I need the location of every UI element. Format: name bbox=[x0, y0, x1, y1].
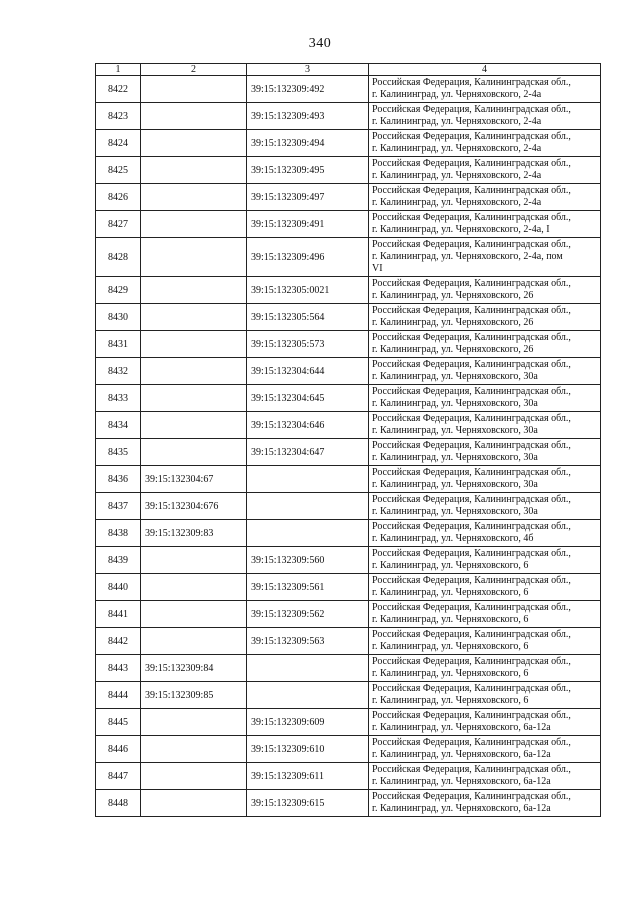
table-row bbox=[96, 520, 601, 547]
row-number: 8433 bbox=[96, 385, 141, 412]
address-line: г. Калининград, ул. Черняховского, 30а bbox=[372, 452, 538, 463]
cadastral-number-col3 bbox=[247, 493, 369, 520]
cadastral-number-col3: 39:15:132304:646 bbox=[247, 412, 369, 439]
address-line: Российская Федерация, Калининградская обл., bbox=[372, 521, 571, 532]
address-line: Российская Федерация, Калининградская обл., bbox=[372, 791, 571, 802]
row-number: 8448 bbox=[96, 790, 141, 817]
cadastral-number-col2 bbox=[141, 547, 247, 574]
address-cell bbox=[369, 385, 601, 412]
table-row bbox=[96, 76, 601, 103]
address-line: г. Калининград, ул. Черняховского, 6 bbox=[372, 560, 529, 571]
cadastral-number-col3: 39:15:132304:645 bbox=[247, 385, 369, 412]
address-line: г. Калининград, ул. Черняховского, 6 bbox=[372, 668, 529, 679]
address-cell bbox=[369, 466, 601, 493]
cadastral-number-col2 bbox=[141, 76, 247, 103]
table-row bbox=[96, 790, 601, 817]
cadastral-number-col3: 39:15:132309:609 bbox=[247, 709, 369, 736]
table-row bbox=[96, 574, 601, 601]
address-line: Российская Федерация, Калининградская обл., bbox=[372, 494, 571, 505]
cadastral-number-col3 bbox=[247, 466, 369, 493]
row-number: 8422 bbox=[96, 76, 141, 103]
cadastral-number-col2: 39:15:132304:676 bbox=[141, 493, 247, 520]
address-line: г. Калининград, ул. Черняховского, 6 bbox=[372, 641, 529, 652]
cadastral-number-col3: 39:15:132304:647 bbox=[247, 439, 369, 466]
address-line: Российская Федерация, Калининградская обл., bbox=[372, 359, 571, 370]
row-number: 8432 bbox=[96, 358, 141, 385]
cadastral-number-col3: 39:15:132305:564 bbox=[247, 304, 369, 331]
table-row bbox=[96, 655, 601, 682]
cadastral-number-col2 bbox=[141, 574, 247, 601]
row-number: 8426 bbox=[96, 184, 141, 211]
address-line: Российская Федерация, Калининградская обл., bbox=[372, 104, 571, 115]
row-number: 8430 bbox=[96, 304, 141, 331]
cadastral-number-col3: 39:15:132309:610 bbox=[247, 736, 369, 763]
row-number: 8425 bbox=[96, 157, 141, 184]
cadastral-number-col2 bbox=[141, 709, 247, 736]
table-row bbox=[96, 763, 601, 790]
address-line: г. Калининград, ул. Черняховского, 6 bbox=[372, 695, 529, 706]
address-line: г. Калининград, ул. Черняховского, 2-4а, I bbox=[372, 224, 550, 235]
address-cell bbox=[369, 277, 601, 304]
address-cell bbox=[369, 547, 601, 574]
address-line: г. Калининград, ул. Черняховского, 2-4а bbox=[372, 197, 542, 208]
table-row bbox=[96, 682, 601, 709]
row-number: 8423 bbox=[96, 103, 141, 130]
address-cell bbox=[369, 184, 601, 211]
cadastral-number-col2 bbox=[141, 790, 247, 817]
address-line: Российская Федерация, Калининградская обл., bbox=[372, 131, 571, 142]
cadastral-number-col2 bbox=[141, 628, 247, 655]
cadastral-number-col3: 39:15:132305:0021 bbox=[247, 277, 369, 304]
cadastral-number-col3: 39:15:132309:560 bbox=[247, 547, 369, 574]
address-line: Российская Федерация, Калининградская обл., bbox=[372, 332, 571, 343]
cadastral-number-col2 bbox=[141, 763, 247, 790]
table-row bbox=[96, 601, 601, 628]
cadastral-number-col2: 39:15:132309:84 bbox=[141, 655, 247, 682]
cadastral-number-col3 bbox=[247, 655, 369, 682]
row-number: 8443 bbox=[96, 655, 141, 682]
table-row bbox=[96, 628, 601, 655]
address-cell bbox=[369, 628, 601, 655]
address-line: г. Калининград, ул. Черняховского, 6а-12а bbox=[372, 776, 551, 787]
address-line: г. Калининград, ул. Черняховского, 26 bbox=[372, 290, 534, 301]
table-row bbox=[96, 736, 601, 763]
address-line: Российская Федерация, Калининградская обл., bbox=[372, 467, 571, 478]
table-row bbox=[96, 412, 601, 439]
address-cell bbox=[369, 520, 601, 547]
table-row bbox=[96, 277, 601, 304]
cadastral-number-col3: 39:15:132309:497 bbox=[247, 184, 369, 211]
address-line: г. Калининград, ул. Черняховского, 2-4а bbox=[372, 116, 542, 127]
address-line: Российская Федерация, Калининградская обл., bbox=[372, 548, 571, 559]
address-line: Российская Федерация, Калининградская обл., bbox=[372, 710, 571, 721]
address-line: г. Калининград, ул. Черняховского, 2-4а, пом bbox=[372, 251, 563, 262]
cadastral-number-col3: 39:15:132309:562 bbox=[247, 601, 369, 628]
address-cell bbox=[369, 238, 601, 277]
table-row bbox=[96, 358, 601, 385]
cadastral-number-col2 bbox=[141, 331, 247, 358]
cadastral-number-col2 bbox=[141, 412, 247, 439]
table-row bbox=[96, 103, 601, 130]
cadastral-number-col3: 39:15:132309:495 bbox=[247, 157, 369, 184]
cadastral-number-col2 bbox=[141, 184, 247, 211]
address-line: Российская Федерация, Калининградская обл., bbox=[372, 77, 571, 88]
address-cell bbox=[369, 439, 601, 466]
header-col-4: 4 bbox=[369, 64, 601, 76]
table-row bbox=[96, 493, 601, 520]
address-line: Российская Федерация, Калининградская обл., bbox=[372, 656, 571, 667]
cadastral-number-col3: 39:15:132305:573 bbox=[247, 331, 369, 358]
address-line: Российская Федерация, Калининградская обл., bbox=[372, 386, 571, 397]
address-cell bbox=[369, 790, 601, 817]
table-row bbox=[96, 466, 601, 493]
address-cell bbox=[369, 709, 601, 736]
address-line: г. Калининград, ул. Черняховского, 26 bbox=[372, 344, 534, 355]
address-line: Российская Федерация, Калининградская обл., bbox=[372, 575, 571, 586]
cadastral-number-col2 bbox=[141, 211, 247, 238]
cadastral-number-col2 bbox=[141, 385, 247, 412]
row-number: 8431 bbox=[96, 331, 141, 358]
address-line: г. Калининград, ул. Черняховского, 30а bbox=[372, 371, 538, 382]
row-number: 8447 bbox=[96, 763, 141, 790]
header-col-2: 2 bbox=[141, 64, 247, 76]
cadastral-number-col2 bbox=[141, 304, 247, 331]
address-line: Российская Федерация, Калининградская обл., bbox=[372, 185, 571, 196]
cadastral-number-col2 bbox=[141, 358, 247, 385]
address-line: г. Калининград, ул. Черняховского, 6 bbox=[372, 614, 529, 625]
address-line: г. Калининград, ул. Черняховского, 26 bbox=[372, 317, 534, 328]
address-line: г. Калининград, ул. Черняховского, 2-4а bbox=[372, 89, 542, 100]
cadastral-number-col3: 39:15:132309:561 bbox=[247, 574, 369, 601]
table-row bbox=[96, 547, 601, 574]
row-number: 8424 bbox=[96, 130, 141, 157]
address-line: г. Калининград, ул. Черняховского, 2-4а bbox=[372, 143, 542, 154]
address-cell bbox=[369, 211, 601, 238]
address-cell bbox=[369, 103, 601, 130]
cadastral-number-col3: 39:15:132309:492 bbox=[247, 76, 369, 103]
address-line: г. Калининград, ул. Черняховского, 30а bbox=[372, 398, 538, 409]
cadastral-number-col2: 39:15:132304:67 bbox=[141, 466, 247, 493]
address-cell bbox=[369, 358, 601, 385]
cadastral-number-col3: 39:15:132309:491 bbox=[247, 211, 369, 238]
row-number: 8427 bbox=[96, 211, 141, 238]
address-cell bbox=[369, 412, 601, 439]
address-line: Российская Федерация, Калининградская обл., bbox=[372, 239, 571, 250]
row-number: 8434 bbox=[96, 412, 141, 439]
cadastral-number-col3 bbox=[247, 682, 369, 709]
cadastral-number-col3: 39:15:132309:493 bbox=[247, 103, 369, 130]
address-line: г. Калининград, ул. Черняховского, 30а bbox=[372, 506, 538, 517]
cadastral-number-col3: 39:15:132309:494 bbox=[247, 130, 369, 157]
row-number: 8440 bbox=[96, 574, 141, 601]
address-line: г. Калининград, ул. Черняховского, 30а bbox=[372, 425, 538, 436]
address-line: г. Калининград, ул. Черняховского, 4б bbox=[372, 533, 534, 544]
row-number: 8441 bbox=[96, 601, 141, 628]
header-col-1: 1 bbox=[96, 64, 141, 76]
cadastral-number-col2: 39:15:132309:85 bbox=[141, 682, 247, 709]
row-number: 8438 bbox=[96, 520, 141, 547]
table-row bbox=[96, 709, 601, 736]
address-line: VI bbox=[372, 263, 383, 274]
cadastral-number-col3: 39:15:132304:644 bbox=[247, 358, 369, 385]
address-line: г. Калининград, ул. Черняховского, 6а-12а bbox=[372, 749, 551, 760]
cadastral-number-col3: 39:15:132309:496 bbox=[247, 238, 369, 277]
address-line: г. Калининград, ул. Черняховского, 6а-12а bbox=[372, 722, 551, 733]
cadastral-number-col3 bbox=[247, 520, 369, 547]
address-line: Российская Федерация, Калининградская обл., bbox=[372, 602, 571, 613]
address-cell bbox=[369, 601, 601, 628]
address-cell bbox=[369, 763, 601, 790]
cadastral-number-col2 bbox=[141, 736, 247, 763]
address-cell bbox=[369, 682, 601, 709]
table-row bbox=[96, 157, 601, 184]
cadastral-number-col3: 39:15:132309:615 bbox=[247, 790, 369, 817]
address-cell bbox=[369, 331, 601, 358]
header-row bbox=[96, 64, 601, 76]
table-row bbox=[96, 211, 601, 238]
address-cell bbox=[369, 655, 601, 682]
address-line: Российская Федерация, Калининградская обл., bbox=[372, 737, 571, 748]
row-number: 8437 bbox=[96, 493, 141, 520]
address-cell bbox=[369, 493, 601, 520]
row-number: 8429 bbox=[96, 277, 141, 304]
address-line: г. Калининград, ул. Черняховского, 6а-12а bbox=[372, 803, 551, 814]
cadastral-number-col2 bbox=[141, 277, 247, 304]
cadastral-number-col3: 39:15:132309:611 bbox=[247, 763, 369, 790]
cadastral-number-col3: 39:15:132309:563 bbox=[247, 628, 369, 655]
table-row bbox=[96, 304, 601, 331]
address-line: г. Калининград, ул. Черняховского, 30а bbox=[372, 479, 538, 490]
address-line: Российская Федерация, Калининградская обл., bbox=[372, 629, 571, 640]
row-number: 8446 bbox=[96, 736, 141, 763]
table-row bbox=[96, 184, 601, 211]
row-number: 8444 bbox=[96, 682, 141, 709]
table-body bbox=[96, 76, 601, 817]
address-line: Российская Федерация, Калининградская обл., bbox=[372, 683, 571, 694]
address-line: Российская Федерация, Калининградская обл., bbox=[372, 158, 571, 169]
address-line: Российская Федерация, Калининградская обл., bbox=[372, 764, 571, 775]
table-row bbox=[96, 331, 601, 358]
cadastral-number-col2 bbox=[141, 103, 247, 130]
table-row bbox=[96, 130, 601, 157]
cadastral-number-col2 bbox=[141, 238, 247, 277]
address-line: Российская Федерация, Калининградская обл., bbox=[372, 413, 571, 424]
address-cell bbox=[369, 130, 601, 157]
registry-table bbox=[95, 63, 601, 817]
address-line: Российская Федерация, Калининградская обл., bbox=[372, 440, 571, 451]
address-line: Российская Федерация, Калининградская обл., bbox=[372, 212, 571, 223]
address-line: Российская Федерация, Калининградская обл., bbox=[372, 305, 571, 316]
cadastral-number-col2 bbox=[141, 601, 247, 628]
table-row bbox=[96, 385, 601, 412]
row-number: 8442 bbox=[96, 628, 141, 655]
address-line: г. Калининград, ул. Черняховского, 6 bbox=[372, 587, 529, 598]
cadastral-number-col2 bbox=[141, 130, 247, 157]
cadastral-number-col2: 39:15:132309:83 bbox=[141, 520, 247, 547]
cadastral-number-col2 bbox=[141, 439, 247, 466]
address-cell bbox=[369, 76, 601, 103]
row-number: 8428 bbox=[96, 238, 141, 277]
address-cell bbox=[369, 304, 601, 331]
address-line: Российская Федерация, Калининградская обл., bbox=[372, 278, 571, 289]
address-line: г. Калининград, ул. Черняховского, 2-4а bbox=[372, 170, 542, 181]
row-number: 8439 bbox=[96, 547, 141, 574]
table-row bbox=[96, 238, 601, 277]
row-number: 8445 bbox=[96, 709, 141, 736]
address-cell bbox=[369, 157, 601, 184]
row-number: 8435 bbox=[96, 439, 141, 466]
address-cell bbox=[369, 736, 601, 763]
cadastral-number-col2 bbox=[141, 157, 247, 184]
header-col-3: 3 bbox=[247, 64, 369, 76]
row-number: 8436 bbox=[96, 466, 141, 493]
address-cell bbox=[369, 574, 601, 601]
table-row bbox=[96, 439, 601, 466]
page-number: 340 bbox=[308, 36, 332, 51]
